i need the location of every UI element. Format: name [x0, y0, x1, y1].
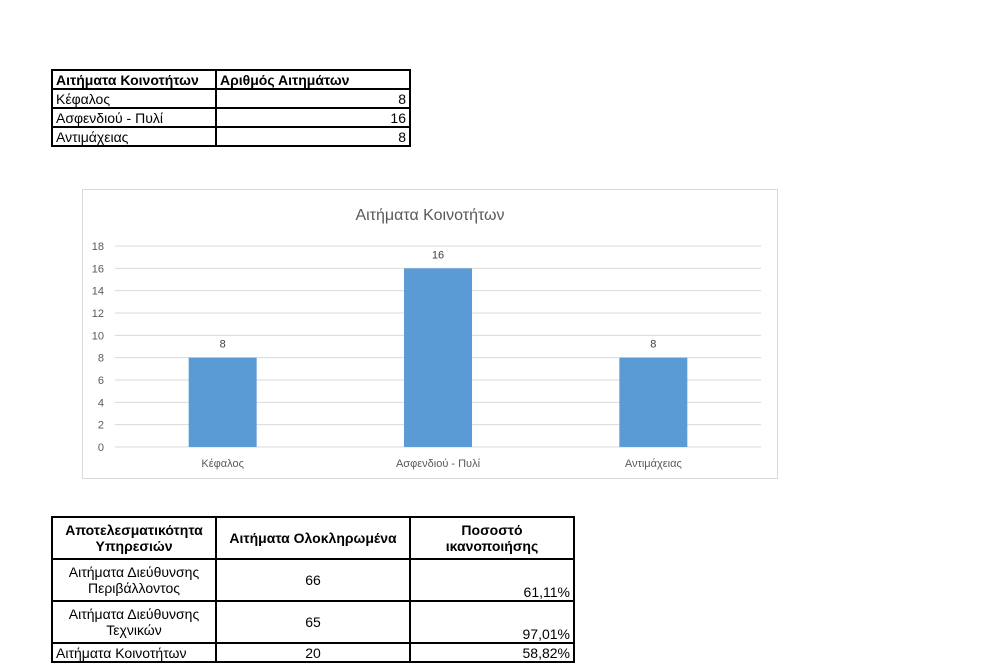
y-tick-label: 14 [91, 285, 104, 298]
table-row [52, 601, 574, 643]
chart-title: Αιτήματα Κοινοτήτων [355, 207, 505, 224]
satisfaction-percent: 61,11% [410, 559, 574, 601]
table-header-row [52, 517, 574, 559]
x-axis-ticks [201, 458, 681, 470]
bar [189, 358, 257, 447]
column-header: Ποσοστό ικανοποιήσης [410, 517, 574, 559]
completed-count: 20 [216, 643, 410, 662]
row-label: Αιτήματα Κοινοτήτων [52, 643, 216, 662]
request-count: 16 [216, 108, 410, 127]
community-name: Αντιμάχειας [52, 127, 216, 146]
y-tick-label: 2 [97, 419, 104, 432]
satisfaction-percent: 58,82% [410, 643, 574, 662]
y-tick-label: 18 [91, 241, 104, 253]
data-label: 8 [650, 338, 657, 351]
request-count: 8 [216, 127, 410, 146]
community-requests-table [51, 69, 411, 147]
row-label: Αιτήματα Διεύθυνσης Περιβάλλοντος [52, 559, 216, 601]
table-row [52, 127, 410, 146]
community-name: Ασφενδιού - Πυλί [52, 108, 216, 127]
completed-count: 65 [216, 601, 410, 643]
bar [619, 358, 687, 447]
x-tick-label: Αντιμάχειας [624, 458, 682, 470]
column-header: Αριθμός Αιτημάτων [216, 70, 410, 89]
bar-chart-svg [83, 190, 777, 478]
column-header: Αιτήματα Ολοκληρωμένα [216, 517, 410, 559]
y-tick-label: 4 [97, 397, 104, 410]
y-tick-label: 6 [97, 375, 104, 387]
table-header-row [52, 70, 410, 89]
table-row [52, 643, 574, 662]
service-effectiveness-table [51, 516, 575, 663]
y-tick-label: 10 [91, 330, 104, 343]
bar-chart [82, 189, 778, 479]
y-tick-label: 8 [97, 352, 104, 365]
table-row [52, 89, 410, 108]
community-name: Κέφαλος [52, 89, 216, 108]
column-header: Αιτήματα Κοινοτήτων [52, 70, 216, 89]
y-axis-ticks [92, 241, 104, 454]
completed-count: 66 [216, 559, 410, 601]
bar [404, 268, 472, 447]
satisfaction-percent: 97,01% [410, 601, 574, 643]
data-label: 16 [431, 249, 445, 262]
y-tick-label: 12 [91, 308, 104, 320]
x-tick-label: Κέφαλος [201, 458, 244, 470]
request-count: 8 [216, 89, 410, 108]
x-tick-label: Ασφενδιού - Πυλί [395, 458, 481, 470]
y-tick-label: 0 [97, 442, 104, 454]
data-label: 8 [219, 338, 226, 351]
column-header: Αποτελεσματικότητα Υπηρεσιών [52, 517, 216, 559]
row-label: Αιτήματα Διεύθυνσης Τεχνικών [52, 601, 216, 643]
y-tick-label: 16 [91, 263, 104, 276]
table-row [52, 559, 574, 601]
table-row [52, 108, 410, 127]
